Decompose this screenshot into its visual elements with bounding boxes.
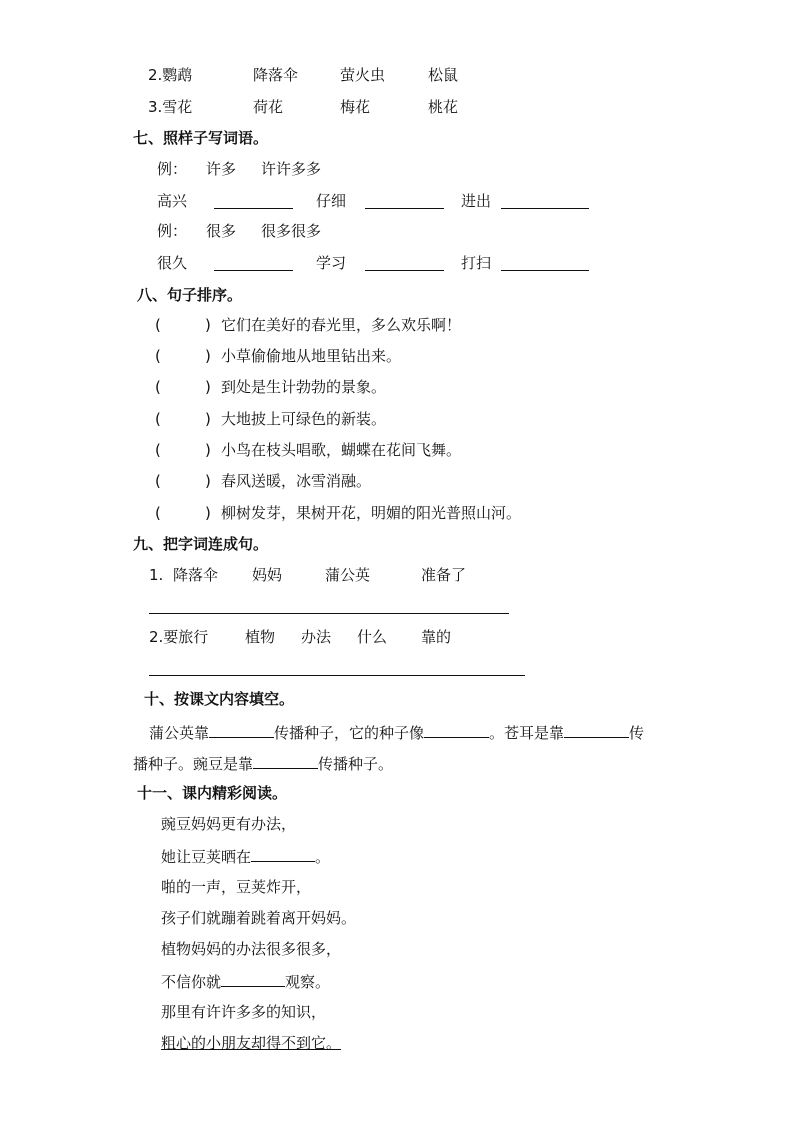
text-segment: 她让豆荚晒在 bbox=[161, 848, 252, 866]
section8-heading: 八、句子排序。 bbox=[137, 286, 243, 304]
sentence: 它们在美好的春光里，多么欢乐啊！ bbox=[221, 316, 462, 334]
answer-paren[interactable]: ( bbox=[155, 472, 161, 490]
word: 打扫 bbox=[461, 254, 492, 272]
example-label: 例： bbox=[157, 222, 188, 240]
text-segment: 播种子。豌豆是靠 bbox=[133, 755, 254, 773]
text-segment: 观察。 bbox=[285, 973, 331, 991]
text-segment: 蒲公英靠 bbox=[149, 724, 210, 742]
word: 妈妈 bbox=[252, 566, 283, 584]
word: 松鼠 bbox=[428, 66, 459, 84]
sentence-answer-line[interactable] bbox=[149, 675, 525, 676]
fill-line-2 bbox=[133, 752, 393, 772]
answer-blank[interactable] bbox=[253, 752, 318, 769]
answer-blank[interactable] bbox=[424, 721, 489, 738]
text-segment: 传 bbox=[629, 724, 645, 742]
sentence: 柳树发芽，果树开花，明媚的阳光普照山河。 bbox=[221, 504, 522, 522]
question-number: 1. bbox=[149, 566, 164, 584]
passage-line-underlined: 粗心的小朋友却得不到它。 bbox=[161, 1034, 342, 1052]
answer-paren-close: ) bbox=[205, 472, 211, 490]
text-segment: 传播种子，它的种子像 bbox=[274, 724, 425, 742]
sentence: 到处是生计勃勃的景象。 bbox=[221, 378, 387, 396]
sentence: 春风送暖，冰雪消融。 bbox=[221, 472, 372, 490]
word: 很多 bbox=[206, 222, 237, 240]
word: 3.雪花 bbox=[148, 98, 193, 116]
section10-heading: 十、按课文内容填空。 bbox=[144, 690, 295, 708]
word: 学习 bbox=[316, 254, 347, 272]
answer-blank[interactable] bbox=[214, 270, 293, 271]
word: 很多很多 bbox=[261, 222, 322, 240]
answer-paren[interactable]: ( bbox=[155, 504, 161, 522]
word: 什么 bbox=[357, 628, 388, 646]
word: 仔细 bbox=[316, 192, 347, 210]
word: 许许多多 bbox=[261, 160, 322, 178]
answer-blank[interactable] bbox=[221, 970, 285, 987]
passage-line bbox=[161, 845, 330, 865]
answer-blank[interactable] bbox=[251, 845, 315, 862]
word: 进出 bbox=[461, 192, 492, 210]
answer-blank[interactable] bbox=[365, 208, 444, 209]
section9-heading: 九、把字词连成句。 bbox=[133, 535, 269, 553]
sentence: 大地披上可绿色的新装。 bbox=[221, 410, 387, 428]
answer-blank[interactable] bbox=[564, 721, 629, 738]
word: 靠的 bbox=[421, 628, 452, 646]
word: 降落伞 bbox=[253, 66, 299, 84]
sentence: 小鸟在枝头唱歌，蝴蝶在花间飞舞。 bbox=[221, 441, 462, 459]
answer-blank[interactable] bbox=[214, 208, 293, 209]
word: 高兴 bbox=[157, 192, 188, 210]
answer-paren[interactable]: ( bbox=[155, 441, 161, 459]
fill-line-1 bbox=[149, 721, 644, 741]
section11-heading: 十一、课内精彩阅读。 bbox=[137, 784, 288, 802]
answer-blank[interactable] bbox=[209, 721, 274, 738]
passage-line: 植物妈妈的办法很多很多， bbox=[161, 940, 342, 958]
answer-paren[interactable]: ( bbox=[155, 410, 161, 428]
answer-blank[interactable] bbox=[501, 208, 589, 209]
text-segment: 不信你就 bbox=[161, 973, 222, 991]
answer-paren-close: ) bbox=[205, 441, 211, 459]
passage-line: 那里有许许多多的知识， bbox=[161, 1003, 327, 1021]
answer-paren-close: ) bbox=[205, 316, 211, 334]
word: 2.鹦鹉 bbox=[148, 66, 193, 84]
text-segment: 传播种子。 bbox=[318, 755, 394, 773]
answer-paren[interactable]: ( bbox=[155, 378, 161, 396]
answer-paren[interactable]: ( bbox=[155, 347, 161, 365]
word: 很久 bbox=[157, 254, 188, 272]
word: 荷花 bbox=[253, 98, 284, 116]
word: 2.要旅行 bbox=[149, 628, 209, 646]
answer-blank[interactable] bbox=[365, 270, 444, 271]
section7-heading: 七、照样子写词语。 bbox=[133, 129, 269, 147]
sentence-answer-line[interactable] bbox=[149, 613, 509, 614]
passage-line: 啪的一声，豆荚炸开， bbox=[161, 878, 312, 896]
text-segment: 。 bbox=[315, 848, 331, 866]
word: 许多 bbox=[206, 160, 237, 178]
passage-line: 孩子们就蹦着跳着离开妈妈。 bbox=[161, 909, 357, 927]
example-label: 例： bbox=[157, 160, 188, 178]
sentence: 小草偷偷地从地里钻出来。 bbox=[221, 347, 402, 365]
answer-paren-close: ) bbox=[205, 504, 211, 522]
answer-paren[interactable]: ( bbox=[155, 316, 161, 334]
passage-line: 豌豆妈妈更有办法， bbox=[161, 815, 297, 833]
answer-blank[interactable] bbox=[501, 270, 589, 271]
word: 桃花 bbox=[428, 98, 459, 116]
answer-paren-close: ) bbox=[205, 347, 211, 365]
text-segment: 。苍耳是靠 bbox=[489, 724, 565, 742]
answer-paren-close: ) bbox=[205, 378, 211, 396]
word: 办法 bbox=[301, 628, 332, 646]
word: 梅花 bbox=[340, 98, 371, 116]
answer-paren-close: ) bbox=[205, 410, 211, 428]
word: 蒲公英 bbox=[325, 566, 371, 584]
word: 植物 bbox=[245, 628, 276, 646]
word: 降落伞 bbox=[173, 566, 219, 584]
word: 准备了 bbox=[421, 566, 467, 584]
passage-line bbox=[161, 970, 330, 990]
word: 萤火虫 bbox=[340, 66, 386, 84]
